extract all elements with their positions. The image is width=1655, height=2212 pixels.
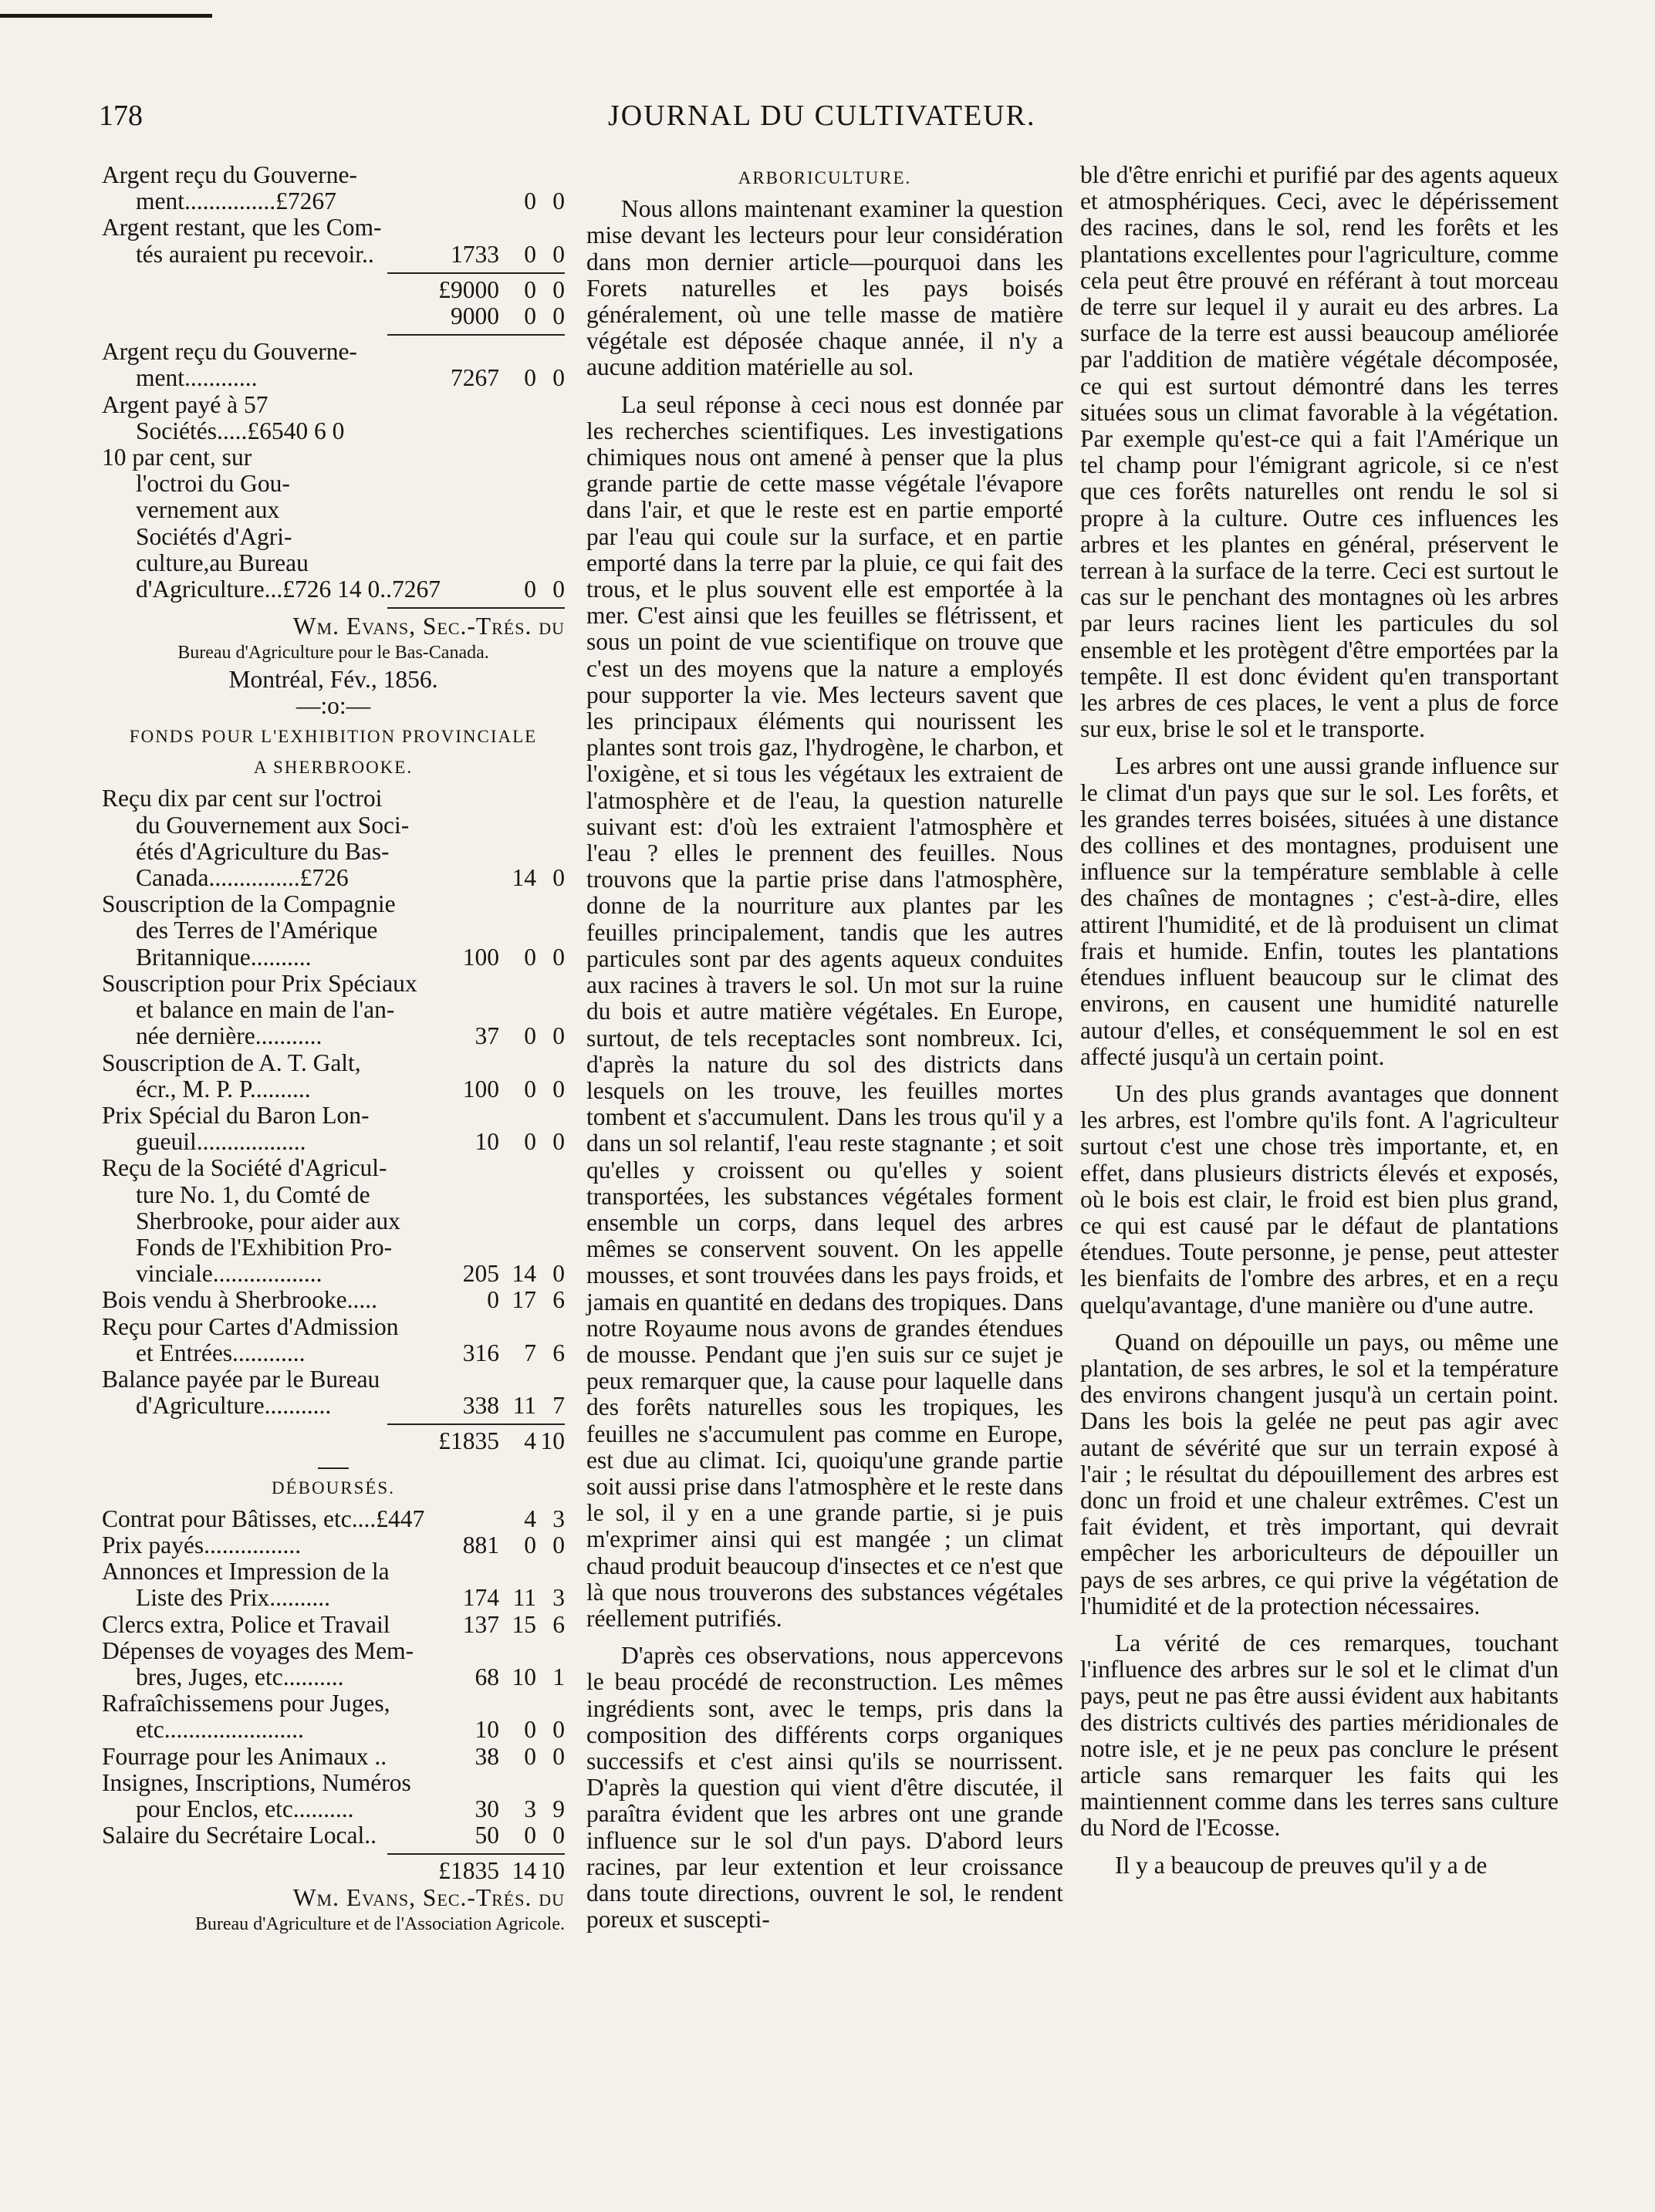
- account-line: Sociétés.....£6540 6 0: [136, 417, 345, 444]
- account-line: Britannique.......... 100 0 0: [136, 943, 565, 971]
- top-rule: [0, 14, 212, 18]
- account-line: d'Agriculture........... 338 11 7: [136, 1392, 565, 1420]
- paragraph: Un des plus grands avantages que donnent les arbres, est l'ombre qu'ils font. A l'agriculteur surtout c'est une chose très importante, et, en effet, dans plusieurs districts élevés et exposés, où le bois est clair, le froid est bien plus grand, ce qui est causé par le défaut de plantations étendues. Toute personne, je pense, peut attester les bienfaits de l'ombre des arbres, et en a reçu quelqu'avantage, d'une manière ou d'une autre.: [1080, 1079, 1559, 1319]
- account-line: du Gouvernement aux Soci-: [136, 811, 410, 839]
- account-line: d'Agriculture...£726 14 0..7267 0 0: [136, 576, 565, 603]
- account-line: Balance payée par le Bureau: [102, 1365, 380, 1393]
- paragraph: Nous allons maintenant examiner la question mise devant les lecteurs pour leur considération dans mon dernier article—pourquoi dans les Forets naturelles et les pays boisés généralement, où une telle masse de matière végétale est déposée chaque année, il n'y a aucune addition matérielle au sol.: [586, 195, 1063, 381]
- account-line: ment...............£7267 0 0: [136, 187, 565, 215]
- account-line: étés d'Agriculture du Bas-: [136, 837, 390, 865]
- page-number: 178: [99, 100, 143, 132]
- account-line: Salaire du Secrétaire Local.. 50 0 0: [102, 1822, 565, 1849]
- paragraph: D'après ces observations, nous appercevons le beau procédé de reconstruction. Les mêmes ingrédients sont, avec le temps, pris dans la composition des différents corps organiques successifs et c'est ainsi qu'ils se nourrissent. D'après la question qui vient d'être discutée, il paraîtra évident que les arbres ont une grande influence sur le sol d'un pays. D'abord leurs racines, par leur extention et leur croissance dans toute directions, ouvrent le sol, le rendent poreux et suscepti-: [586, 1642, 1063, 1933]
- accounts-column: [102, 162, 565, 1937]
- running-title: JOURNAL DU CULTIVATEUR.: [608, 100, 1036, 132]
- account-line: Bois vendu à Sherbrooke..... 0 17 6: [102, 1286, 565, 1314]
- account-line: Insignes, Inscriptions, Numéros: [102, 1768, 411, 1796]
- account-line: Canada...............£726 14 0: [136, 864, 565, 892]
- account-line: Contrat pour Bâtisses, etc....£447 4 3: [102, 1504, 565, 1532]
- account-line: vinciale.................. 205 14 0: [136, 1260, 565, 1288]
- account-line: Argent reçu du Gouverne-: [102, 338, 357, 366]
- account-line: et balance en main de l'an-: [136, 996, 395, 1024]
- paragraph: La seul réponse à ceci nous est donnée par les recherches scientifiques. Les investigations chimiques nous ont amené à penser que la plus grande partie de cette masse végétale l'évapore dans l'air, et que le reste est en partie emporté par l'eau qui coule sur la surface, et en partie emporté dans la terre par la pluie, ce qui fait des trous, et le plus souvent elle est emportée à la mer. C'est ainsi que les feuilles se flétrissent, et sous un point de vue scientifique on trouve que c'est un des moyens que la nature a employés pour supporter la vie. Mes lecteurs savent que les principaux éléments qui nourissent les plantes sont trois gaz, l'hydrogène, le charbon, et l'oxigène, et si tous les végétaux les extraient de l'atmosphère et de l'eau, la question naturelle suivant est: d'où les extraient l'atmosphère et l'eau ? elles le prennent des feuilles. Nous trouvons que la partie prise dans l'atmosphère, donne de la nourriture aux plantes par les feuilles principalement, tandis que les autres particules sont par des agents aqueux conduites aux racines à travers le sol. Un mot sur la ruine du bois et autre matière végétales. En Europe, surtout, de tels receptacles sont nombreux. Ici, d'après la nature du sol des districts dans lesquels on les trouve, les feuilles mortes tombent et s'accumulent. Dans les trous qu'il y a dans un sol relantif, l'eau reste stagnante ; et soit qu'elles y croissent ou qu'elles y soient transportées, les substances végétales forment ensemble un corps, dans lequel des arbres mêmes se conservent souvent. On les appelle mousses, et sont trouvées dans les pays froids, et jamais en quantité en dedans des tropiques. Dans notre Royaume nous avons de grandes étendues de mousse. Pendant que j'en suis sur ce sujet je peux remarquer que, la cause pour laquelle dans des forêts naturelles sous les tropiques, les feuilles ne s'accumulent pas comme en Europe, est due au climat. Ici, quoiqu'une grande partie soit aussi prise dans l'atmosphère et le reste dans le sol, il y en a une grande partie, si je puis m'exprimer ainsi qui est mangée ; un climat chaud produit beaucoup d'insectes et ce n'est que là que nous trouverons des substances végétales réellement putrifiés.: [586, 390, 1063, 1632]
- sum-rule: [387, 272, 565, 274]
- separator: —:o:—: [296, 691, 371, 719]
- account-total: 9000 0 0: [451, 302, 565, 330]
- account-line: ture No. 1, du Comté de: [136, 1180, 370, 1208]
- account-line: ment............ 7267 0 0: [136, 364, 565, 392]
- signature-subtitle: Bureau d'Agriculture et de l'Association Agricole.: [194, 1913, 565, 1934]
- sum-rule: [387, 607, 565, 609]
- account-line: Argent reçu du Gouverne-: [102, 161, 357, 188]
- account-line: et Entrées............ 316 7 6: [136, 1339, 565, 1366]
- fonds-heading: FONDS POUR L'EXHIBITION PROVINCIALE: [129, 727, 538, 747]
- account-line: vernement aux: [136, 496, 280, 524]
- paragraph: Il y a beaucoup de preuves qu'il y a de: [1115, 1851, 1488, 1879]
- paragraph: Quand on dépouille un pays, ou même une plantation, de ses arbres, le sol et la température des environs changent jusqu'à un certain point. Dans les bois la gelée ne peut pas agir avec autant de sévérité que sur un terrain exposé à l'air ; le résultat du dépouillement des arbres est donc un froid et une chaleur extrêmes. C'est un fait évident, et très important, qui devrait empêcher les arboriculteurs de dépouiller un pays de ses arbres, ce qui prive la végétation de l'humidité et de la protection nécessaires.: [1080, 1328, 1559, 1619]
- account-line: Sociétés d'Agri-: [136, 522, 292, 550]
- article-column-2: [586, 162, 1063, 1933]
- account-line: Reçu dix par cent sur l'octroi: [102, 785, 383, 812]
- page-header: [99, 99, 1561, 145]
- account-line: Reçu de la Société d'Agricul-: [102, 1154, 387, 1182]
- fonds-heading: A SHERBROOKE.: [253, 758, 414, 778]
- account-line: des Terres de l'Amérique: [136, 917, 378, 944]
- account-line: bres, Juges, etc.......... 68 10 1: [136, 1663, 565, 1690]
- debourses-heading: DÉBOURSÉS.: [272, 1477, 395, 1498]
- signature: Wm. Evans, Sec.-Trés. du: [292, 613, 565, 640]
- account-line: Annonces et Impression de la: [102, 1558, 390, 1586]
- paragraph: La vérité de ces remarques, touchant l'influence des arbres sur le sol et le climat d'un pays, peut ne pas être aussi évident aux habitants des districts cultivés des parties méridionales de notre isle, et je ne peux pas conclure le présent article sans remarquer les faits qui les maintiennent comme dans les terres sans culture du Nord de l'Ecosse.: [1080, 1629, 1559, 1842]
- account-line: Sherbrooke, pour aider aux: [136, 1207, 400, 1234]
- account-line: Fourrage pour les Animaux .. 38 0 0: [102, 1742, 565, 1770]
- account-line: Souscription de A. T. Galt,: [102, 1049, 361, 1076]
- account-line: 10 par cent, sur: [102, 444, 252, 471]
- paragraph: ble d'être enrichi et purifié par des agents aqueux et atmosphériques. Ceci, avec le dépérissement des racines, dans le sol, rend les forêts et les plantations excellentes pour l'agriculture, comme cela peut être prouvé en référant à tout morceau de terre sur lequel il y aurait eu des arbres. La surface de la terre est aussi beaucoup améliorée par l'addition de matière végétale décomposée, ce qui est surtout démontré dans les terres situées sous un climat favorable à la végétation. Par exemple qu'est-ce qui a fait l'Amérique un tel champ pour l'émigrant agricole, si ce n'est que ces forêts naturelles ont rendu le sol si propre à la culture. Outre ces influences les arbres et les plantes en général, préservent le terrean à la surface de la terre. Ceci est surtout le cas sur le penchant des montagnes où les arbres par leurs racines lient les particules du sol ensemble et les protègent d'être emportées par la tempête. Il est donc évident qu'en transportant les arbres de ces places, le vent a plus de force sur eux, brise le sol et le transporte.: [1080, 161, 1559, 743]
- account-line: l'octroi du Gou-: [136, 470, 290, 498]
- account-line: Souscription pour Prix Spéciaux: [102, 969, 417, 997]
- paragraph: Les arbres ont une aussi grande influence sur le climat d'un pays que sur le sol. Les forêts, et les grandes terres boisées, situées à une distance des collines et des montagnes, produisent une influence sur la température semblable à celle des chaînes de montagnes ; c'est-à-dire, elles attirent l'humidité, et de là produisent un climat frais et humide. Enfin, toutes les plantations étendues influent beaucoup sur le climat des environs, en causent une humidité naturelle autour d'elles, et conséquemment le sol en est affecté jusqu'à un certain point.: [1080, 752, 1559, 1070]
- article-column-3: [1080, 162, 1559, 1879]
- sum-rule: [387, 1853, 565, 1855]
- account-line: Dépenses de voyages des Mem-: [102, 1636, 414, 1664]
- signature-subtitle: Bureau d'Agriculture pour le Bas-Canada.: [177, 643, 489, 664]
- short-rule: [318, 1467, 349, 1469]
- account-total: £1835 14 10: [438, 1857, 565, 1885]
- account-line: Rafraîchissemens pour Juges,: [102, 1690, 390, 1717]
- account-total: £1835 4 10: [438, 1427, 565, 1455]
- sum-rule: [387, 1423, 565, 1425]
- account-line: culture,au Bureau: [136, 549, 309, 576]
- account-line: née dernière........... 37 0 0: [136, 1022, 565, 1050]
- account-line: Prix Spécial du Baron Lon-: [102, 1101, 370, 1129]
- account-line: etc....................... 10 0 0: [136, 1716, 565, 1744]
- account-total: £9000 0 0: [438, 275, 565, 303]
- account-line: pour Enclos, etc.......... 30 3 9: [136, 1795, 565, 1822]
- account-line: Clercs extra, Police et Travail 137 15 6: [102, 1610, 565, 1638]
- account-line: Liste des Prix.......... 174 11 3: [136, 1584, 565, 1612]
- signature: Wm. Evans, Sec.-Trés. du: [292, 1883, 565, 1911]
- account-line: Fonds de l'Exhibition Pro-: [136, 1233, 393, 1261]
- account-line: Argent payé à 57: [102, 390, 269, 418]
- account-line: Argent restant, que les Com-: [102, 214, 382, 241]
- sum-rule: [387, 334, 565, 336]
- account-line: écr., M. P. P.......... 100 0 0: [136, 1075, 565, 1103]
- account-line: Reçu pour Cartes d'Admission: [102, 1312, 399, 1340]
- account-line: gueuil.................. 10 0 0: [136, 1128, 565, 1156]
- place-date: Montréal, Fév., 1856.: [228, 665, 438, 693]
- account-line: Prix payés................ 881 0 0: [102, 1531, 565, 1559]
- account-line: tés auraient pu recevoir.. 1733 0 0: [136, 240, 565, 268]
- account-line: Souscription de la Compagnie: [102, 890, 396, 918]
- article-heading: ARBORICULTURE.: [738, 168, 912, 187]
